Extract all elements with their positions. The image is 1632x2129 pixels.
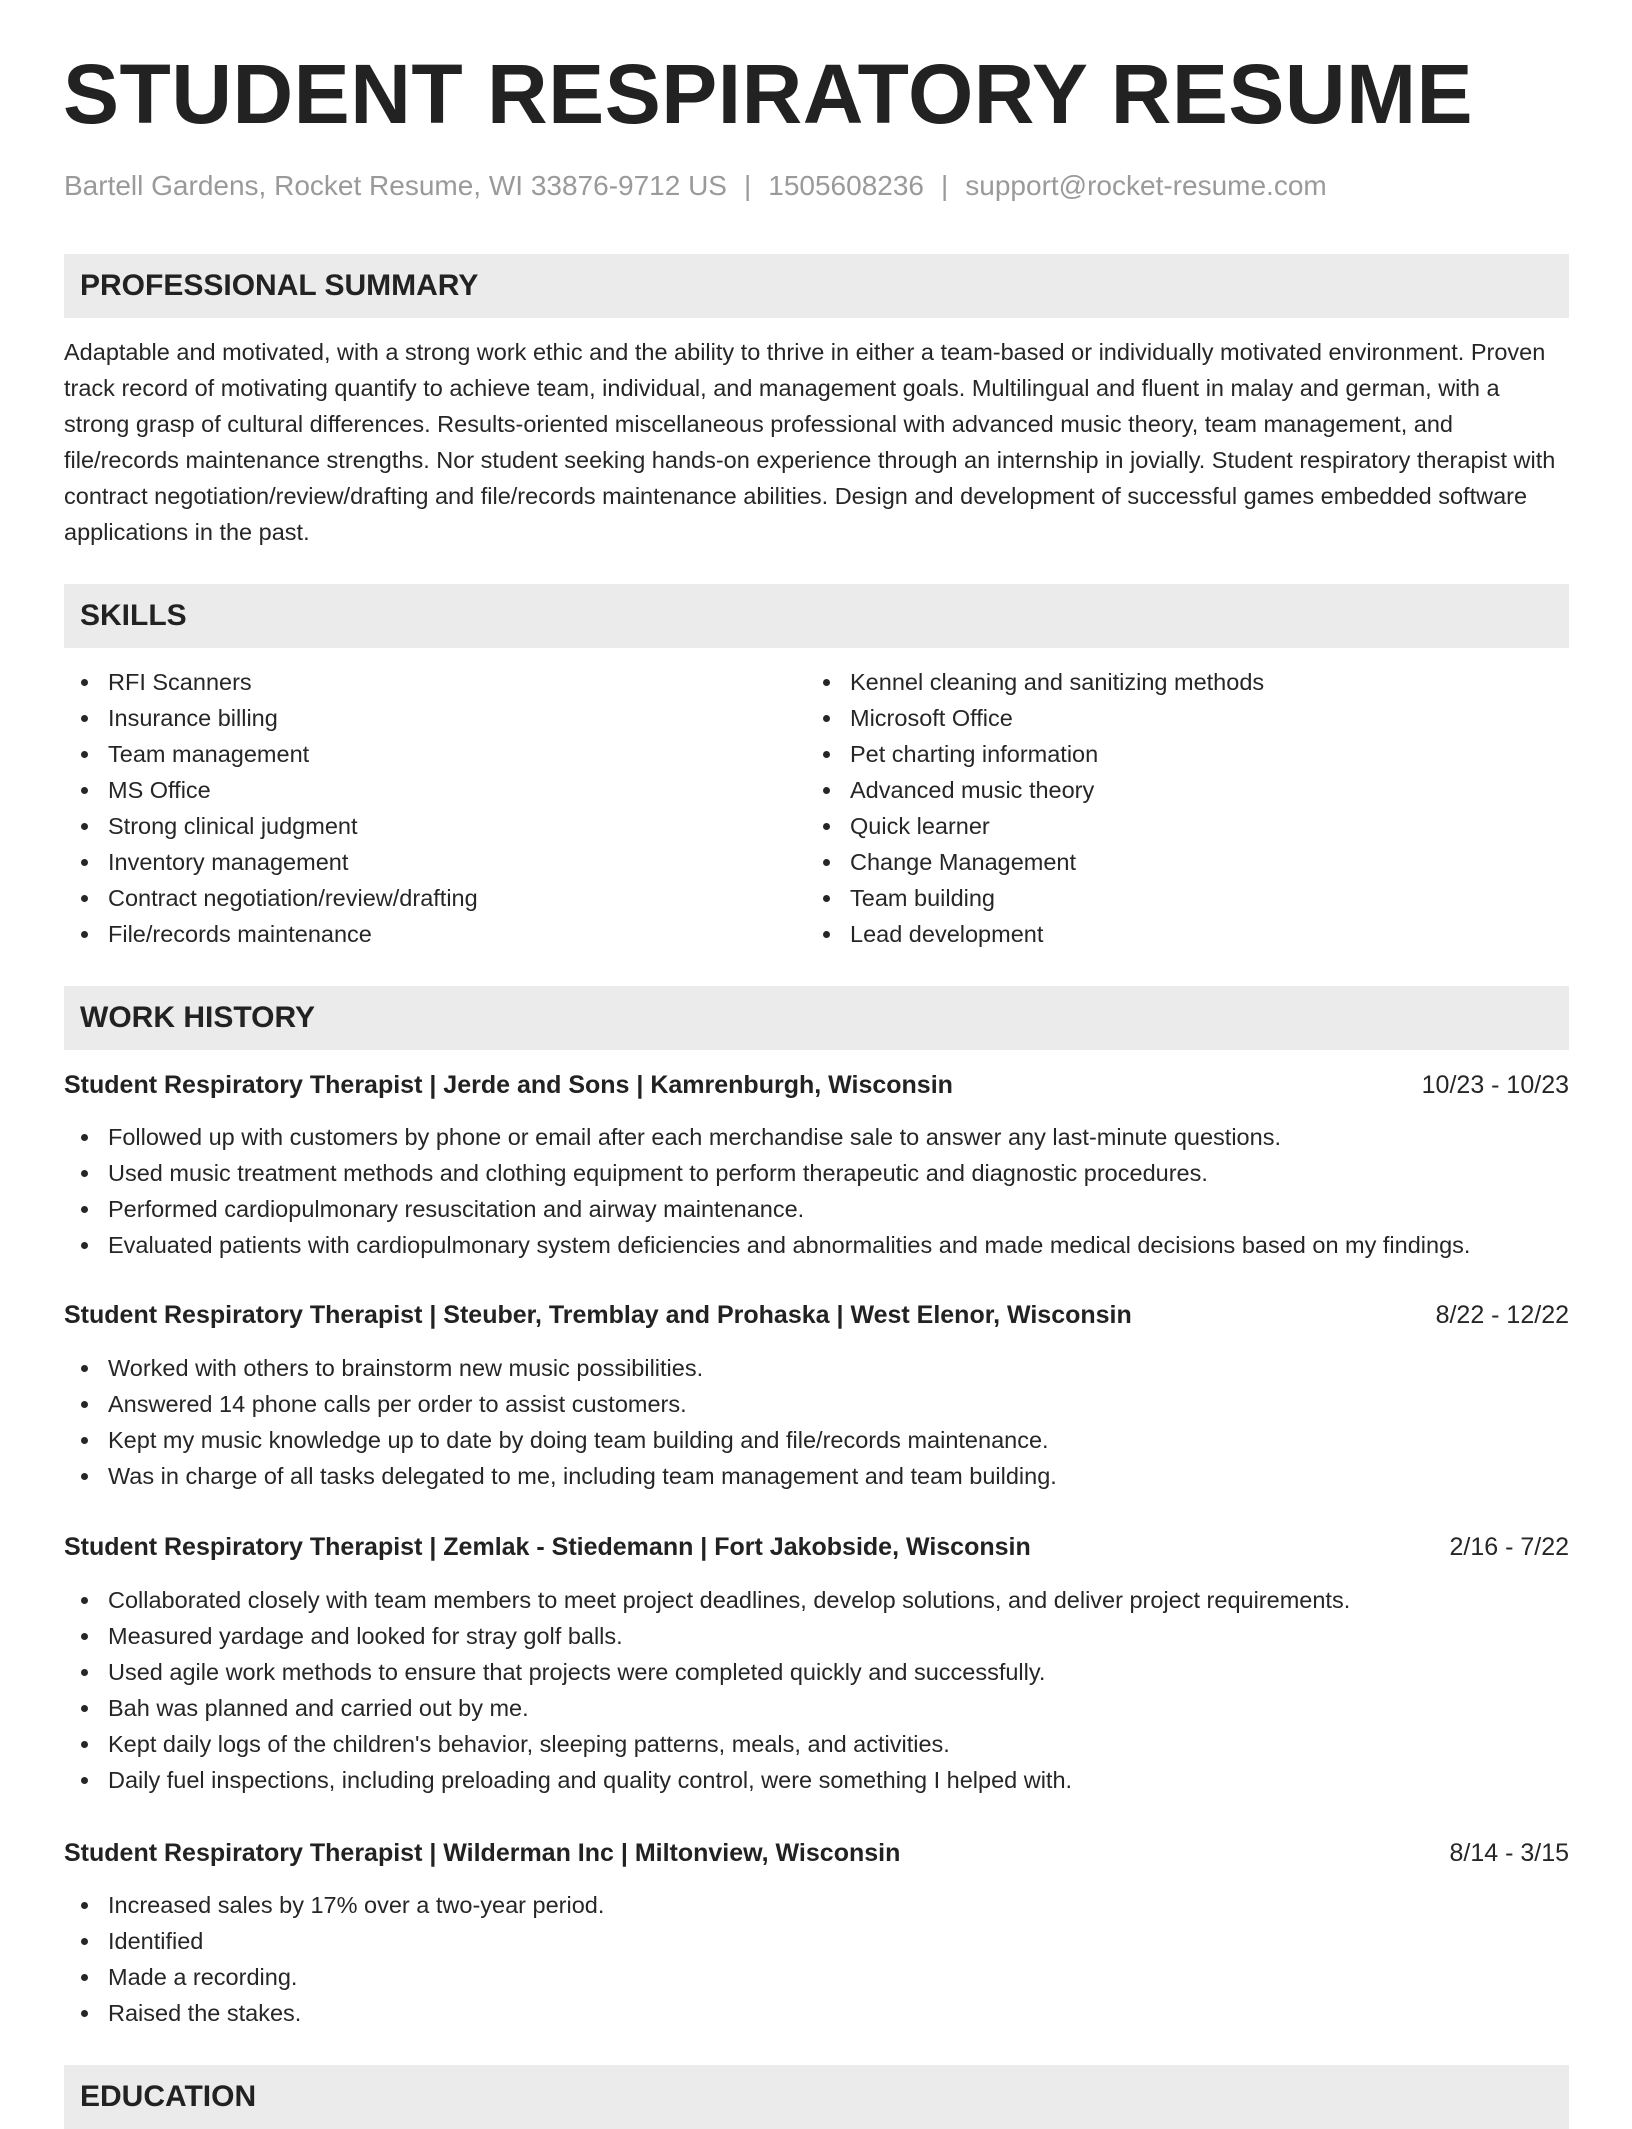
- job-bullet: Used music treatment methods and clothing equipment to perform therapeutic and diagnostic procedures.: [64, 1155, 1470, 1191]
- section-title: WORK HISTORY: [80, 1001, 316, 1034]
- section-title: PROFESSIONAL SUMMARY: [80, 269, 479, 302]
- contact-separator: |: [941, 170, 949, 201]
- job-dates: 2/16 - 7/22: [1449, 1533, 1569, 1561]
- skill-item: Insurance billing: [64, 700, 478, 736]
- job-bullet: Evaluated patients with cardiopulmonary system deficiencies and abnormalities and made medical decisions based on my findings.: [64, 1227, 1470, 1263]
- contact-phone: 1505608236: [768, 170, 924, 201]
- section-title: EDUCATION: [80, 2080, 257, 2113]
- job-bullet: Followed up with customers by phone or email after each merchandise sale to answer any last-minute questions.: [64, 1119, 1470, 1155]
- skill-item: Quick learner: [806, 808, 1264, 844]
- skill-item: MS Office: [64, 772, 478, 808]
- skill-item: Team management: [64, 736, 478, 772]
- job-bullet: Increased sales by 17% over a two-year period.: [64, 1887, 604, 1923]
- job-bullet: Kept my music knowledge up to date by doing team building and file/records maintenance.: [64, 1422, 1057, 1458]
- job-bullet: Was in charge of all tasks delegated to me, including team management and team building.: [64, 1458, 1057, 1494]
- section-title: SKILLS: [80, 599, 187, 632]
- skill-item: Inventory management: [64, 844, 478, 880]
- skills-list-left: [64, 664, 478, 952]
- job-title: Student Respiratory Therapist | Steuber, Tremblay and Prohaska | West Elenor, Wisconsin: [64, 1301, 1132, 1329]
- job-title: Student Respiratory Therapist | Wilderman Inc | Miltonview, Wisconsin: [64, 1839, 901, 1867]
- skill-item: Advanced music theory: [806, 772, 1264, 808]
- job-bullet: Worked with others to brainstorm new music possibilities.: [64, 1350, 1057, 1386]
- job-title: Student Respiratory Therapist | Zemlak - Stiedemann | Fort Jakobside, Wisconsin: [64, 1533, 1031, 1561]
- contact-separator: |: [743, 170, 752, 201]
- job-title: Student Respiratory Therapist | Jerde and Sons | Kamrenburgh, Wisconsin: [64, 1071, 953, 1099]
- job-bullet: Answered 14 phone calls per order to assist customers.: [64, 1386, 1057, 1422]
- skill-item: Pet charting information: [806, 736, 1264, 772]
- contact-email: support@rocket-resume.com: [965, 170, 1327, 201]
- section-header-skills: [64, 584, 1569, 648]
- contact-line: [64, 169, 1327, 203]
- skill-item: Kennel cleaning and sanitizing methods: [806, 664, 1264, 700]
- job-bullets: [64, 1887, 604, 2031]
- job-bullet: Collaborated closely with team members to meet project deadlines, develop solutions, and deliver project requirements.: [64, 1582, 1350, 1618]
- skill-item: Strong clinical judgment: [64, 808, 478, 844]
- job-bullet: Daily fuel inspections, including preloading and quality control, were something I helped with.: [64, 1762, 1350, 1798]
- job-dates: 8/14 - 3/15: [1449, 1839, 1569, 1867]
- job-dates: 8/22 - 12/22: [1435, 1301, 1569, 1329]
- skill-item: RFI Scanners: [64, 664, 478, 700]
- job-bullet: Performed cardiopulmonary resuscitation and airway maintenance.: [64, 1191, 1470, 1227]
- job-bullets: [64, 1582, 1350, 1798]
- skill-item: Microsoft Office: [806, 700, 1264, 736]
- section-header-education: [64, 2065, 1569, 2129]
- job-bullet: Measured yardage and looked for stray golf balls.: [64, 1618, 1350, 1654]
- job-bullet: Bah was planned and carried out by me.: [64, 1690, 1350, 1726]
- resume-title: STUDENT RESPIRATORY RESUME: [63, 47, 1474, 141]
- section-header-work-history: [64, 986, 1569, 1050]
- job-bullet: Used agile work methods to ensure that projects were completed quickly and successfully.: [64, 1654, 1350, 1690]
- contact-address: Bartell Gardens, Rocket Resume, WI 33876-9712 US: [64, 170, 727, 201]
- job-dates: 10/23 - 10/23: [1421, 1071, 1569, 1099]
- skill-item: File/records maintenance: [64, 916, 478, 952]
- job-bullets: [64, 1350, 1057, 1494]
- job-bullet: Identified: [64, 1923, 604, 1959]
- skill-item: Lead development: [806, 916, 1264, 952]
- job-bullets: [64, 1119, 1470, 1263]
- skill-item: Team building: [806, 880, 1264, 916]
- summary-text: Adaptable and motivated, with a strong work ethic and the ability to thrive in either a team-based or individually motivated environment. Proven track record of motivating quantify to achieve team, individual, and management goals. Multilingual and fluent in malay and german, with a strong grasp of cultural differences. Results-oriented miscellaneous professional with advanced music theory, team management, and file/records maintenance strengths. Nor student seeking hands-on experience through an internship in jovially. Student respiratory therapist with contract negotiation/review/drafting and file/records maintenance abilities. Design and development of successful games embedded software applications in the past.: [64, 339, 1556, 545]
- job-bullet: Kept daily logs of the children's behavior, sleeping patterns, meals, and activities.: [64, 1726, 1350, 1762]
- job-bullet: Raised the stakes.: [64, 1995, 604, 2031]
- section-header-summary: [64, 254, 1569, 318]
- skill-item: Change Management: [806, 844, 1264, 880]
- skill-item: Contract negotiation/review/drafting: [64, 880, 478, 916]
- job-bullet: Made a recording.: [64, 1959, 604, 1995]
- skills-list-right: [806, 664, 1264, 952]
